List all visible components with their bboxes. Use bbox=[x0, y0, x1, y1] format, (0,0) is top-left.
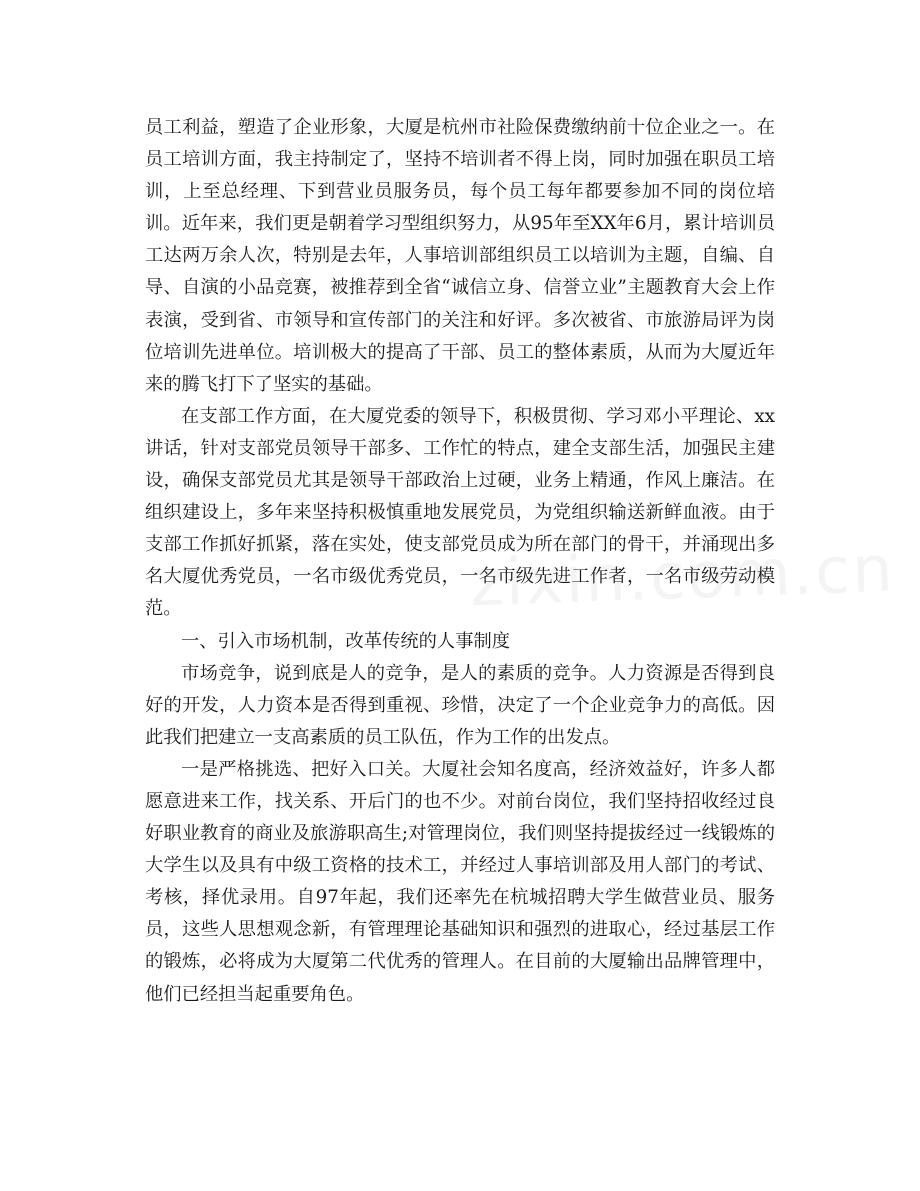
document-body bbox=[145, 112, 775, 1011]
paragraph-party-branch: 在支部工作方面，在大厦党委的领导下，积极贯彻、学习邓小平理论、xx讲话，针对支部党员领导干部多、工作忙的特点，建全支部生活，加强民主建设，确保支部党员尤其是领导干部政治上过硬，业务上精通，作风上廉洁。在组织建设上，多年来坚持积极慎重地发展党员，为党组织输送新鲜血液。由于支部工作抓好抓紧，落在实处，使支部党员成为所在部门的骨干，并涌现出多名大厦优秀党员，一名市级优秀党员，一名市级先进工作者，一名市级劳动模范。 bbox=[145, 405, 775, 620]
paragraph-training: 员工利益，塑造了企业形象，大厦是杭州市社险保费缴纳前十位企业之一。在员工培训方面，我主持制定了，坚持不培训者不得上岗，同时加强在职员工培训，上至总经理、下到营业员服务员，每个员工每年都要参加不同的岗位培训。近年来，我们更是朝着学习型组织努力，从95年至XX年6月，累计培训员工达两万余人次，特别是去年，人事培训部组织员工以培训为主题，自编、自导、自演的小品竞赛，被推荐到全省“诚信立身、信誉立业”主题教育大会上作表演，受到省、市领导和宣传部门的关注和好评。多次被省、市旅游局评为岗位培训先进单位。培训极大的提高了干部、员工的整体素质，从而为大厦近年来的腾飞打下了坚实的基础。 bbox=[145, 117, 775, 395]
section-heading: 一、引入市场机制，改革传统的人事制度 bbox=[181, 630, 511, 652]
paragraph-market-competition: 市场竞争，说到底是人的竞争，是人的素质的竞争。人力资源是否得到良好的开发，人力资本是否得到重视、珍惜，决定了一个企业竞争力的高低。因此我们把建立一支高素质的员工队伍，作为工作的出发点。 bbox=[145, 662, 775, 748]
paragraph-recruitment: 一是严格挑选、把好入口关。大厦社会知名度高，经济效益好，许多人都愿意进来工作，找关系、开后门的也不少。对前台岗位，我们坚持招收经过良好职业教育的商业及旅游职高生;对管理岗位，我们则坚持提拔经过一线锻炼的大学生以及具有中级工资格的技术工，并经过人事培训部及用人部门的考试、考核，择优录用。自97年起，我们还率先在杭城招聘大学生做营业员、服务员，这些人思想观念新，有管理理论基础知识和强烈的进取心，经过基层工作的锻炼，必将成为大厦第二代优秀的管理人。在目前的大厦输出品牌管理中，他们已经担当起重要角色。 bbox=[145, 758, 775, 1005]
